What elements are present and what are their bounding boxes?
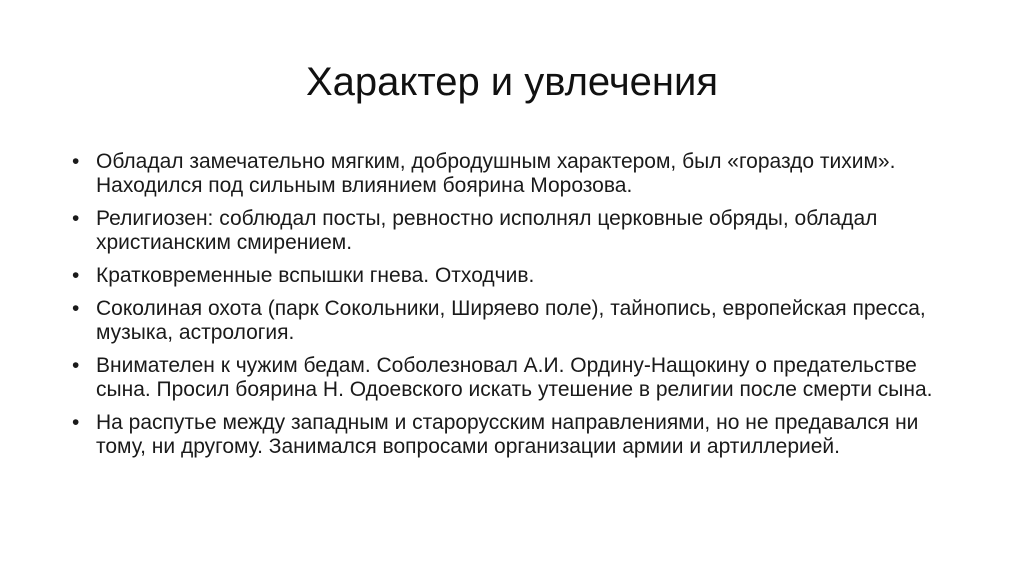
bullet-list [72,150,952,468]
bullet-marker: • [72,411,80,434]
bullet-marker: • [72,150,80,173]
slide-title: Характер и увлечения [305,60,719,104]
bullet-item [72,354,952,402]
bullet-marker: • [72,354,80,377]
bullet-text: Религиозен: соблюдал посты, ревностно исполнял церковные обряды, обладал христианским смирением. [96,207,878,254]
bullet-text: Внимателен к чужим бедам. Соболезновал А.И. Ордину-Нащокину о предательстве сына. Просил боярина Н. Одоевского искать утешение в религии после смерти сына. [96,354,933,401]
bullet-marker: • [72,207,80,230]
bullet-text: Обладал замечательно мягким, добродушным характером, был «гораздо тихим». Находился под сильным влиянием боярина Морозова. [96,150,896,197]
bullet-text: Кратковременные вспышки гнева. Отходчив. [96,264,535,287]
bullet-marker: • [72,297,80,320]
bullet-marker: • [72,264,80,287]
bullet-item [72,207,952,255]
bullet-item [72,411,952,459]
bullet-text: На распутье между западным и старорусским направлениями, но не предавался ни тому, ни другому. Занимался вопросами организации армии и артиллерией. [96,411,919,458]
bullet-item [72,264,952,288]
bullet-text: Соколиная охота (парк Сокольники, Ширяево поле), тайнопись, европейская пресса, музыка, астрология. [96,297,926,344]
bullet-item [72,150,952,198]
bullet-item [72,297,952,345]
